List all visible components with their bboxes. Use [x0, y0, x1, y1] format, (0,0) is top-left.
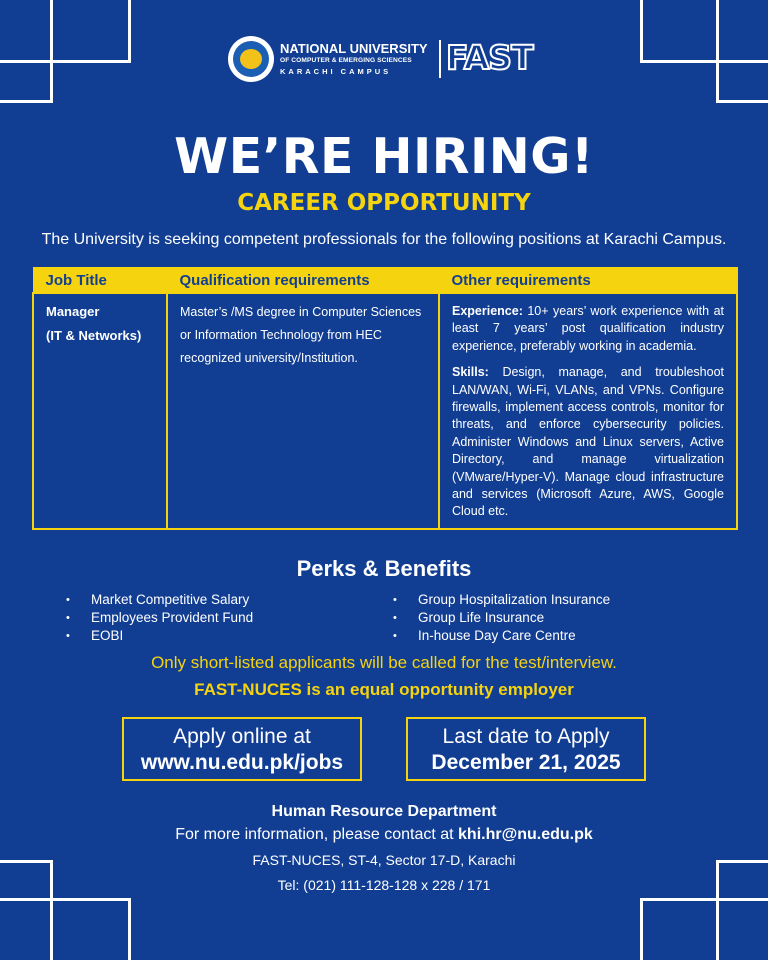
other-requirements-cell	[439, 293, 737, 529]
address: FAST-NUCES, ST-4, Sector 17-D, Karachi	[252, 852, 516, 868]
intro-text: The University is seeking competent professionals for the following positions at Karachi Campus.	[41, 231, 727, 248]
perks-title: Perks & Benefits	[296, 556, 472, 581]
list-item: • Group Life Insurance	[393, 609, 610, 627]
header-job-title: Job Title	[33, 268, 167, 294]
table-row	[33, 293, 737, 529]
skills-text: Design, manage, and troubleshoot LAN/WAN, Wi-Fi, VLANs, and VPNs. Configure firewalls, implement access controls, monitor for threats, and enforce cybersecurity policies. Administer Windows and Linux servers, Active Directory, and manage virtualization (VMware/Hyper-V). Manage cloud infrastructure and services (Microsoft Azure, AWS, Google Cloud etc.	[452, 365, 724, 519]
contact-text: For more information, please contact at	[175, 826, 459, 843]
experience-label: Experience:	[452, 304, 523, 318]
job-title: Manager	[46, 304, 100, 319]
contact-email-link[interactable]: khi.hr@nu.edu.pk	[458, 826, 593, 843]
header-qualification: Qualification requirements	[167, 268, 439, 294]
shortlist-note: Only short-listed applicants will be called for the test/interview.	[151, 653, 617, 672]
university-subtitle: OF COMPUTER & EMERGING SCIENCES	[280, 57, 412, 64]
perks-list-right	[393, 591, 610, 645]
subheadline: CAREER OPPORTUNITY	[237, 190, 531, 216]
experience-requirement	[452, 303, 724, 355]
header-other-requirements: Other requirements	[439, 268, 737, 294]
university-name: NATIONAL UNIVERSITY	[280, 41, 428, 56]
list-item: • Market Competitive Salary	[66, 591, 253, 609]
telephone: Tel: (021) 111-128-128 x 228 / 171	[277, 877, 491, 893]
positions-table	[32, 267, 738, 530]
fast-logo: FAST	[446, 38, 533, 77]
skills-label: Skills:	[452, 365, 489, 380]
deadline-date: December 21, 2025	[431, 751, 621, 774]
job-title-cell	[33, 293, 167, 529]
corner-frame-bottom-right-inner	[716, 860, 768, 960]
university-header	[228, 36, 548, 84]
list-item: • EOBI	[66, 627, 253, 645]
deadline-box	[406, 717, 646, 781]
list-item: • Group Hospitalization Insurance	[393, 591, 610, 609]
list-item: • In-house Day Care Centre	[393, 627, 610, 645]
job-title-specialization: (IT & Networks)	[46, 328, 142, 343]
hr-department: Human Resource Department	[271, 803, 497, 820]
deadline-label: Last date to Apply	[442, 725, 610, 748]
corner-frame-bottom-left-inner	[0, 860, 53, 960]
logo-divider	[439, 40, 441, 78]
table-header-row	[33, 268, 737, 294]
apply-online-box	[122, 717, 362, 781]
corner-frame-top-left-inner	[0, 0, 53, 103]
perks-list-left	[66, 591, 253, 645]
apply-label: Apply online at	[173, 725, 311, 748]
skills-requirement	[452, 364, 724, 521]
campus-name: KARACHI CAMPUS	[280, 67, 392, 76]
experience-text: 10+ years’ work experience with at least 7 years’ post qualification industry experience, preferably working in academia.	[452, 304, 724, 353]
apply-link[interactable]: www.nu.edu.pk/jobs	[140, 751, 344, 774]
contact-info	[0, 826, 768, 844]
equal-opportunity-statement: FAST-NUCES is an equal opportunity employer	[194, 680, 574, 699]
qualification-cell: Master’s /MS degree in Computer Sciences or Information Technology from HEC recognized university/Institution.	[167, 293, 439, 529]
headline: WE’RE HIRING!	[174, 128, 594, 185]
corner-frame-top-right-inner	[716, 0, 768, 103]
list-item: • Employees Provident Fund	[66, 609, 253, 627]
university-seal-icon	[228, 36, 274, 82]
